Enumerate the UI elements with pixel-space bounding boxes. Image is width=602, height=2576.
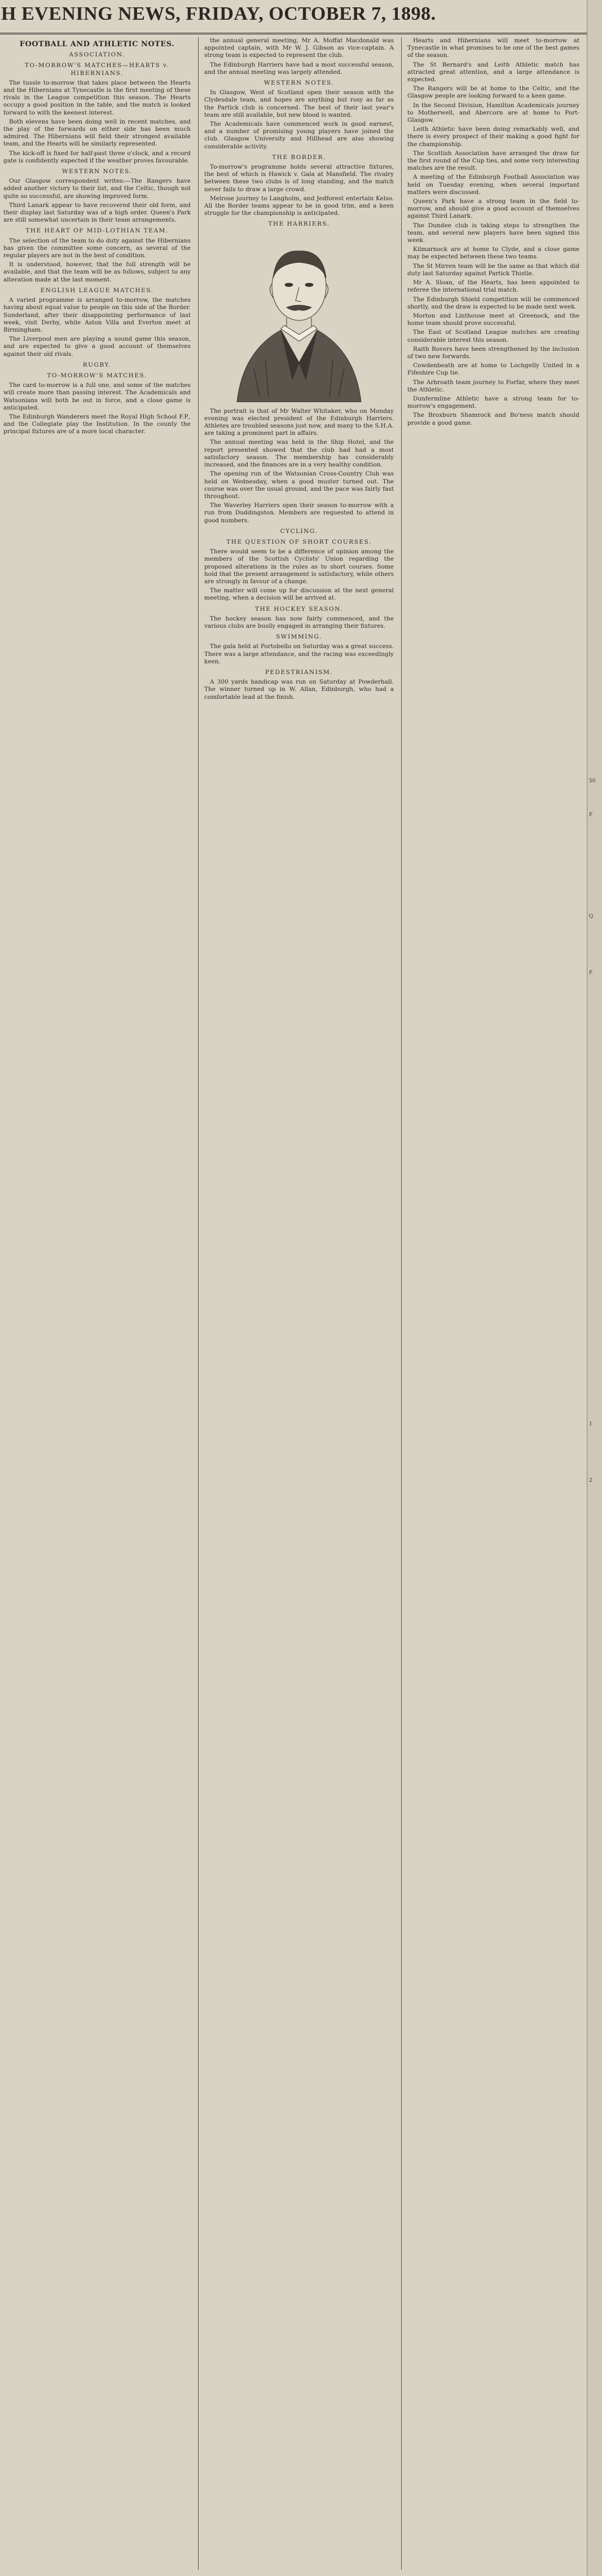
paragraph: The Broxburn Shamrock and Bo'ness match should provide a good game. [407,412,579,426]
article-subtitle: THE QUESTION OF SHORT COURSES. [226,538,372,545]
edge-mark: 50 [589,778,596,784]
edge-mark: 2 [589,1478,592,1483]
paragraph: The hockey season has now fairly commenced, and the various clubs are busily engaged in arranging their fixtures. [204,615,394,629]
paragraph: The Scottish Association have arranged the draw for the first round of the Cup ties, and some very interesting matches are the result. [407,149,579,172]
paragraph: Both elevens have been doing well in recent matches, and the play of the forwards on either side has been much admired. The Hibernians will field their strongest available team, and the Hearts will be similarly represented. [3,118,191,148]
paragraph: The Liverpool men are playing a sound game this season, and are expected to give a good account of themselves against their old rivals. [3,336,191,358]
section-heading: FOOTBALL AND ATHLETIC NOTES. [19,40,175,49]
column-rule [198,37,199,2570]
article-title: THE BORDER. [272,153,326,161]
article-title: RUGBY. [82,361,112,368]
column-rule [401,37,402,2570]
paragraph: A 300 yards handicap was run on Saturday at Powderhall. The winner turned up in W. Allan, Edinburgh, who had a comfortable lead at the finish. [204,679,394,701]
edge-mark: F [589,812,593,818]
paragraph: The St Bernard's and Leith Athletic match has attracted great attention, and a large attendance is expected. [407,61,579,83]
paragraph: Melrose journey to Langholm, and Jedforest entertain Kelso. All the Border teams appear to be in good trim, and a keen struggle for the championship is anticipated. [204,195,394,217]
paragraph: The gala held at Portobello on Saturday was a great success. There was a large attendance, and the racing was exceedingly keen. [204,643,394,665]
paragraph: To-morrow's programme holds several attractive fixtures, the best of which is Hawick v. Gala at Mansfield. The rivalry between these two clubs is of long standing, and the match never fails to draw a large crowd. [204,164,394,193]
paragraph: The portrait is that of Mr Walter Whitaker, who on Monday evening was elected president of the Edinburgh Harriers. Athletes are troubled seasons just now, and many to the S.H.A. are taking a prominent part in affairs. [204,407,394,437]
article-title: SWIMMING. [276,633,322,641]
paragraph: Leith Athletic have been doing remarkably well, and there is every prospect of their making a good fight for the championship. [407,126,579,148]
paragraph: Raith Rovers have been strengthened by the inclusion of two new forwards. [407,345,579,360]
paragraph: The Rangers will be at home to the Celtic, and the Glasgow people are looking forward to a keen game. [407,85,579,100]
paragraph: The Edinburgh Harriers have had a most successful season, and the annual meeting was largely attended. [204,61,394,76]
paragraph: The Arbroath team journey to Forfar, where they meet the Athletic. [407,378,579,393]
paragraph: Mr A. Sloan, of the Hearts, has been appointed to referee the international trial match. [407,279,579,294]
article-title: TO-MORROW'S MATCHES—HEARTS v. HIBERNIANS. [24,62,170,77]
paragraph: Morton and Linthouse meet at Greenock, and the home team should prove successful. [407,312,579,327]
article-title: WESTERN NOTES. [263,80,335,87]
paragraph: The Edinburgh Wanderers meet the Royal High School F.P., and the Collegiate play the Institution. In the county the principal fixtures are of a more local character. [3,413,191,435]
paragraph: A meeting of the Edinburgh Football Association was held on Tuesday evening, when several important matters were discussed. [407,174,579,196]
paragraph: Dunfermline Athletic have a strong team for to-morrow's engagement. [407,395,579,410]
right-column [407,37,579,2570]
paragraph: In the Second Division, Hamilton Academicals journey to Motherwell, and Abercorn are at home to Port-Glasgow. [407,102,579,124]
paragraph: The East of Scotland League matches are creating considerable interest this season. [407,329,579,344]
section-subheading: ASSOCIATION. [69,51,125,59]
paragraph: The selection of the team to do duty against the Hibernians has given the committee some concern, as several of the regular players are not in the best of condition. [3,237,191,259]
paragraph: A varied programme is arranged to-morrow, the matches having about equal value to people on this side of the Border. Sunderland, after their disappointing performance of last week, visit Derby, while Aston Villa and Everton meet at Birmingham. [3,297,191,333]
middle-column [204,37,394,2570]
masthead [0,0,602,34]
paragraph: In Glasgow, West of Scotland open their season with the Clydesdale team, and hopes are anything but rosy as far as the Partick club is concerned. The best of their last year's team are still available, but new blood is wanted. [204,89,394,118]
paragraph: The opening run of the Watsonian Cross-Country Club was held on Wednesday, when a good muster turned out. The course was over the usual ground, and the pace was fairly fast throughout. [204,470,394,500]
paragraph: Cowdenbeath are at home to Lochgelly United in a Fifeshire Cup tie. [407,362,579,377]
paragraph: The annual meeting was held in the Ship Hotel, and the report presented showed that the club had had a most satisfactory season. The membership has considerably increased, and the finances are in a very healthy condition. [204,439,394,469]
paragraph: The tussle to-morrow that takes place between the Hearts and the Hibernians at Tynecastle is the first meeting of these rivals in the League competition this season. The Hearts occupy a good position in the table, and the match is looked forward to with the keenest interest. [3,79,191,116]
paragraph: Hearts and Hibernians will meet to-morrow at Tynecastle in what promises to be one of the best games of the season. [407,37,579,59]
left-column [3,37,191,2570]
article-title: ENGLISH LEAGUE MATCHES. [40,287,154,294]
masthead-title: H EVENING NEWS, FRIDAY, OCTOBER 7, 1898. [1,3,436,24]
article-title: WESTERN NOTES. [61,168,133,175]
paragraph: The Dundee club is taking steps to strengthen the team, and several new players have been signed this week. [407,222,579,244]
edge-mark: F [589,970,593,976]
paragraph: The Edinburgh Shield competition will be commenced shortly, and the draw is expected to be made next week. [407,296,579,310]
paragraph: The St Mirren team will be the same as that which did duty last Saturday against Partick Thistle. [407,262,579,277]
paragraph: It is understood, however, that the full strength will be available, and that the team will be as follows, subject to any alteration made at the last moment. [3,261,191,283]
article-title: CYCLING. [280,527,318,535]
paragraph: The kick-off is fixed for half-past three o'clock, and a record gate is confidently expected if the weather proves favourable. [3,149,191,164]
paragraph: Third Lanark appear to have recovered their old form, and their display last Saturday was of a high order. Queen's Park are still somewhat uncertain in their team arrangements. [3,201,191,224]
article-title: PEDESTRIANISM. [265,668,333,676]
edge-mark: Q [589,914,594,919]
paragraph: Kilmarnock are at home to Clyde, and a close game may be expected between these two teams. [407,246,579,261]
paragraph: The matter will come up for discussion at the next general meeting, when a decision will be arrived at. [204,587,394,602]
edge-mark: 1 [589,1421,592,1427]
paragraph: Our Glasgow correspondent writes:—The Rangers have added another victory to their list, and the Celtic, though not quite so successful, are showing improved form. [3,178,191,200]
paragraph: The card to-morrow is a full one, and some of the matches will create more than passing interest. The Academicals and Watsonians will both be out in force, and a close game is anticipated. [3,382,191,411]
portrait-engraving [214,233,384,402]
adjacent-page-edge [587,0,602,2576]
article-title: THE HOCKEY SEASON. [255,605,343,613]
article-title: THE HEART OF MID-LOTHIAN TEAM. [25,227,169,235]
paragraph: The Academicals have commenced work in good earnest, and a number of promising young players have joined the club. Glasgow University and Hillhead are also showing considerable activity. [204,121,394,150]
paragraph: Queen's Park have a strong team in the field to-morrow, and should give a good account of themselves against Third Lanark. [407,198,579,220]
paragraph: the annual general meeting, Mr A. Moffat Macdonald was appointed captain, with Mr W. J. Gibson as vice-captain. A strong team is expected to represent the club. [204,37,394,59]
article-title: THE HARRIERS. [268,221,330,228]
article-subtitle: TO-MORROW'S MATCHES. [47,372,147,379]
paragraph: The Waverley Harriers open their season to-morrow with a run from Duddingston. Members are requested to attend in good numbers. [204,502,394,524]
paragraph: There would seem to be a difference of opinion among the members of the Scottish Cyclists' Union regarding the proposed alterations in the rules as to short courses. Some hold that the present arrangement is satisfactory, while others are strongly in favour of a change. [204,548,394,585]
